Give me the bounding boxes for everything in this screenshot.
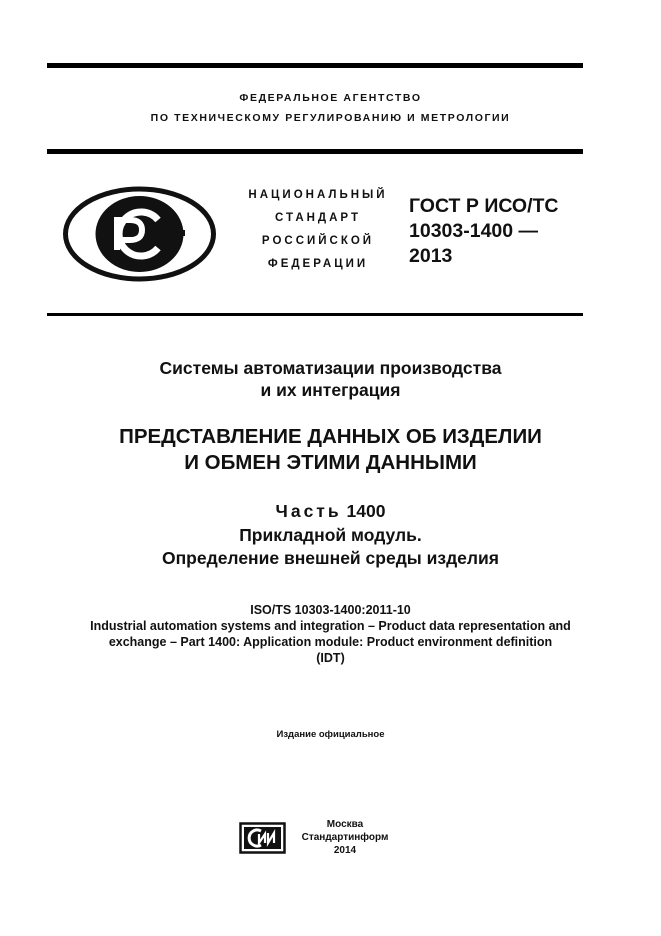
standartinform-logo-icon [239,822,286,854]
top-rule-1 [47,63,583,68]
iso-line-3: exchange – Part 1400: Application module: Product environment definition [108,635,553,649]
main-title-line-2: И ОБМЕН ЭТИМИ ДАННЫМИ [184,451,477,474]
agency-line-1: ФЕДЕРАЛЬНОЕ АГЕНТСТВО [239,92,422,104]
main-title-line-1: ПРЕДСТАВЛЕНИЕ ДАННЫХ ОБ ИЗДЕЛИИ [119,425,542,448]
part-number: 1400 [346,501,386,521]
national-standard-line-2: СТАНДАРТ [275,212,361,224]
subtitle-line-1: Системы автоматизации производства [159,358,502,378]
rst-logo-icon [62,186,217,282]
subtitle-line-2: и их интеграция [260,380,401,400]
national-standard-line-3: РОССИЙСКОЙ [261,235,375,247]
designation-line-1: ГОСТ Р ИСО/ТС [409,195,559,217]
edition-label: Издание официальное [276,729,385,740]
publisher-name: Стандартинформ [301,832,389,843]
header-bottom-rule [47,313,583,316]
national-standard-line-4: ФЕДЕРАЦИИ [267,258,369,270]
national-standard-line-1: НАЦИОНАЛЬНЫЙ [248,189,388,201]
part-word: Часть [275,501,342,521]
designation-line-3: 2013 [409,245,453,267]
publisher-year: 2014 [333,845,357,856]
iso-line-4: (IDT) [316,651,345,665]
designation-line-2: 10303-1400 — [409,220,539,242]
iso-line-1: ISO/TS 10303-1400:2011-10 [250,603,411,617]
top-rule-2 [47,149,583,154]
part-line-3: Определение внешней среды изделия [161,548,499,568]
publisher-city: Москва [326,819,364,830]
part-heading [0,500,661,522]
part-line-2: Прикладной модуль. [239,525,422,545]
agency-line-2: ПО ТЕХНИЧЕСКОМУ РЕГУЛИРОВАНИЮ И МЕТРОЛОГИИ [150,112,511,124]
iso-line-2: Industrial automation systems and integration – Product data representation and [90,619,571,633]
